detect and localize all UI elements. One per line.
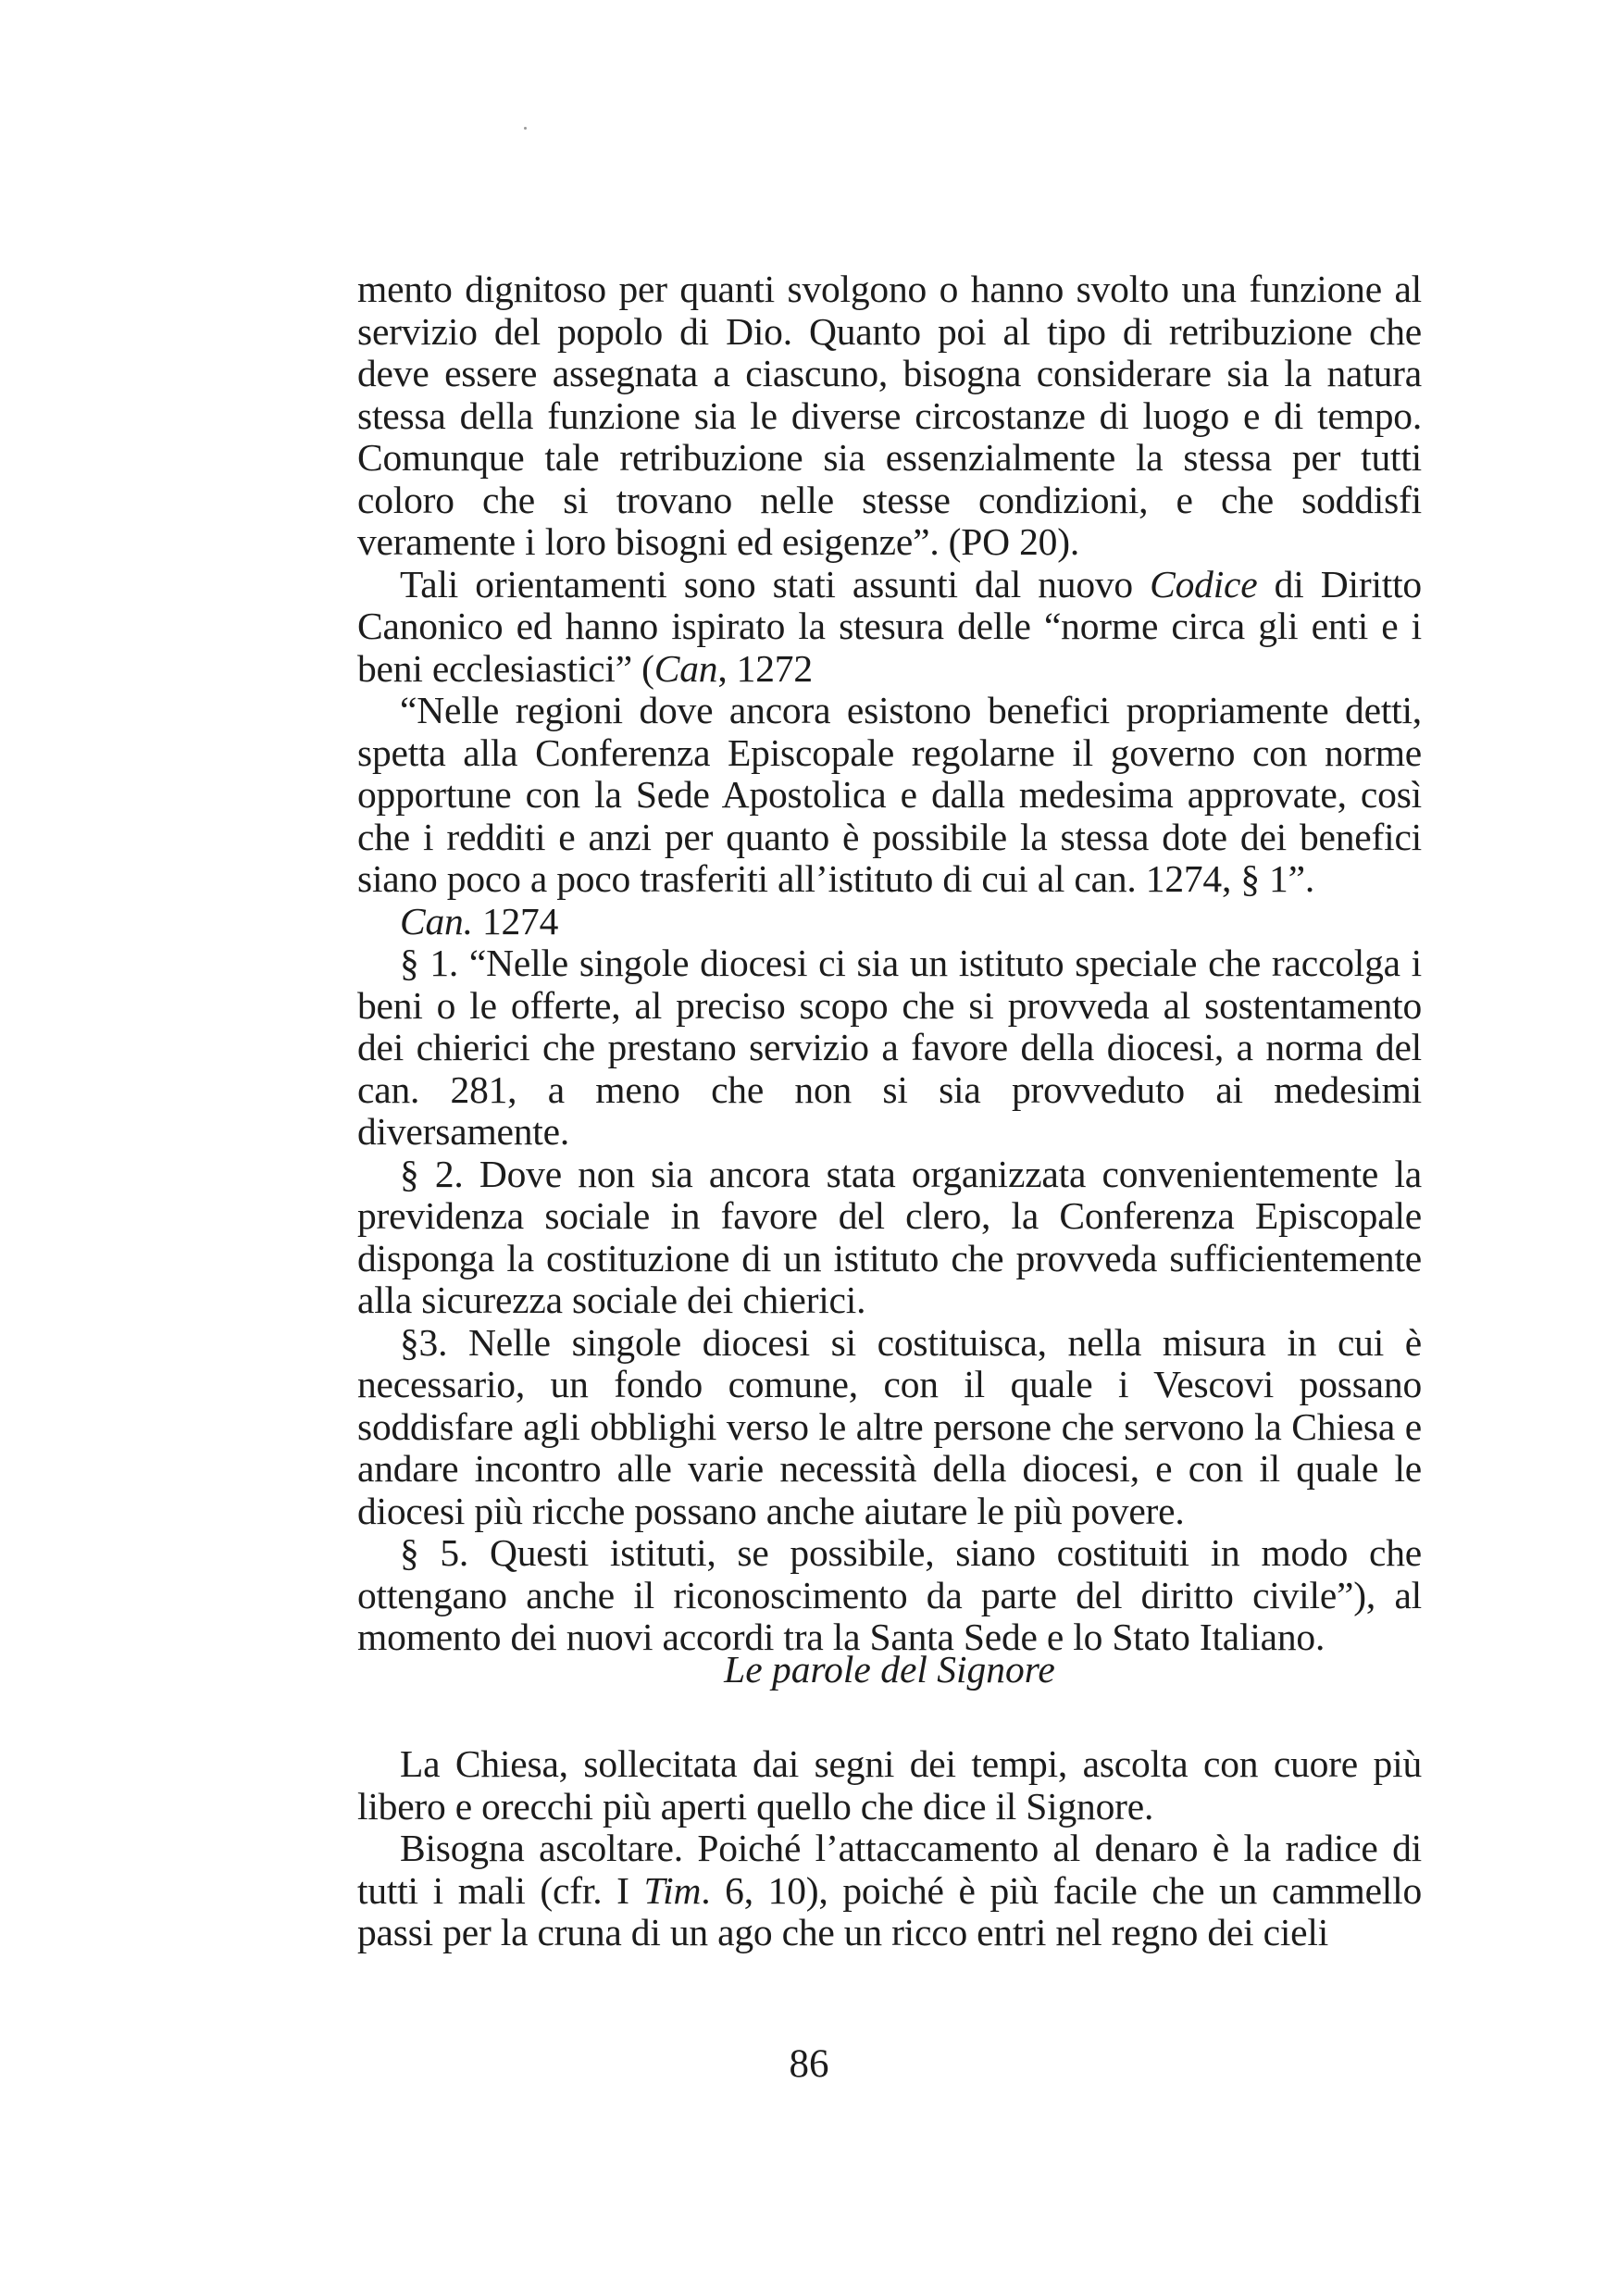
- paragraph-ascoltare: Bisogna ascoltare. Poiché l’attaccamento al denaro è la radice di tutti i mali (cfr. I Tim. 6, 10), poiché è più facile che un cammello passi per la cruna di un ago che un ricco entri nel regno dei cieli: [357, 1827, 1422, 1953]
- page-number: 86: [789, 2042, 829, 2086]
- paragraph-codice: Tali orientamenti sono stati assunti dal nuovo Codice di Diritto Canonico ed hanno ispirato la stesura delle “norme circa gli enti e i beni ecclesiastici” (Can, 1272: [357, 562, 1422, 690]
- paragraph-can-1272-quote: “Nelle regioni dove ancora esistono benefici propriamente detti, spetta alla Conferenza Episcopale regolarne il governo con norme opportune con la Sede Apostolica e dalla medesima approvate, così che i redditi e anzi per quanto è possibile la stessa dote dei benefici siano poco a poco trasferiti all’istituto di cui al can. 1274, § 1”.: [357, 689, 1422, 900]
- paragraph-section-5: § 5. Questi istituti, se possibile, siano costituiti in modo che ottengano anche il riconoscimento da parte del diritto civile”), al momento dei nuovi accordi tra la Santa Sede e lo Stato Italiano.: [357, 1531, 1422, 1658]
- paragraph-section-3: §3. Nelle singole diocesi si costituisca, nella misura in cui è necessario, un fondo comune, con il quale i Vescovi possano soddisfare agli obblighi verso le altre persone che servono la Chiesa e andare incontro alle varie necessità della diocesi, e con il quale le diocesi più ricche possano anche aiutare le più povere.: [357, 1320, 1422, 1532]
- paragraph-chiesa: La Chiesa, sollecitata dai segni dei tempi, ascolta con cuore più libero e orecchi più aperti quello che dice il Signore.: [357, 1742, 1422, 1828]
- paragraph-continuation: mento dignitoso per quanti svolgono o hanno svolto una funzione al servizio del popolo di Dio. Quanto poi al tipo di retribuzione che deve essere assegnata a ciascuno, bisogna considerare sia la natura stessa della funzione sia le diverse circostanze di luogo e di tempo. Comunque tale retribuzione sia essenzialmente la stessa per tutti coloro che si trovano nelle stesse condizioni, e che soddisfi veramente i loro bisogni ed esigenze”. (PO 20).: [357, 268, 1422, 563]
- section-heading: Le parole del Signore: [724, 1648, 1055, 1691]
- paragraph-section-2: § 2. Dove non sia ancora stata organizzata convenientemente la previdenza sociale in favore del clero, la Conferenza Episcopale disponga la costituzione di un istituto che provveda sufficientemente alla sicurezza sociale dei chierici.: [357, 1152, 1422, 1321]
- paragraph-can-1274-label: Can. 1274: [400, 899, 559, 942]
- body-text-section-one: [357, 268, 1422, 1659]
- paragraph-section-1: § 1. “Nelle singole diocesi ci sia un istituto speciale che raccolga i beni o le offerte, al preciso scopo che si provveda al sostentamento dei chierici che prestano servizio a favore della diocesi, a norma del can. 281, a meno che non si sia provveduto ai medesimi diversamente.: [357, 942, 1422, 1153]
- body-text-section-two: [357, 1743, 1422, 1954]
- scan-speck: [524, 127, 527, 130]
